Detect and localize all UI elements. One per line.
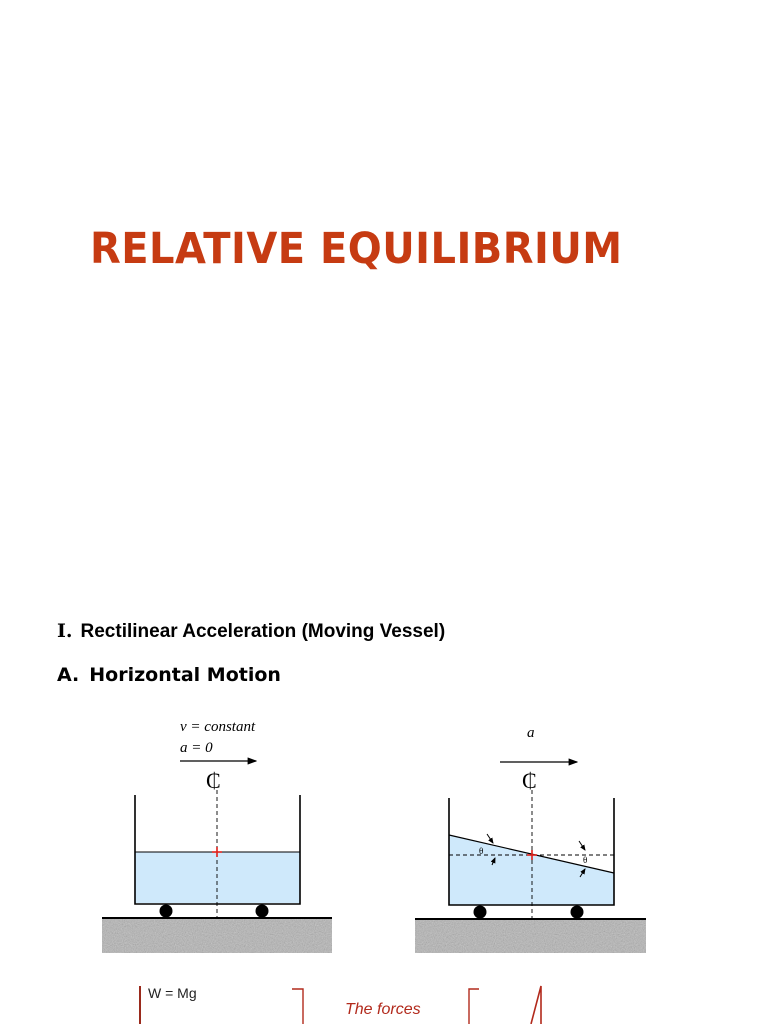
- subsection-letter: A.: [57, 664, 80, 686]
- bottom-annotations: [140, 985, 541, 1024]
- wheel-left-1: [160, 905, 173, 918]
- velocity-label: v = constant: [180, 719, 256, 735]
- accel-label-right: a: [527, 725, 535, 741]
- accel-label-left: a = 0: [180, 740, 213, 756]
- water-right: [449, 835, 614, 905]
- wheel-left-2: [256, 905, 269, 918]
- figure-right: [415, 725, 646, 953]
- angle-label-right: θ: [583, 855, 588, 865]
- water-left: [135, 852, 300, 903]
- weight-label: W = Mg: [148, 985, 197, 1001]
- figure-left: [102, 719, 332, 953]
- page-title: RELATIVE EQUILIBRIUM: [90, 224, 623, 274]
- angle-label-left: θ: [479, 846, 484, 856]
- centerline-symbol-right: ₵: [522, 768, 537, 793]
- angle-arrow-right-top: [579, 841, 585, 850]
- section-label: Rectilinear Acceleration (Moving Vessel): [80, 621, 446, 642]
- subsection-label: Horizontal Motion: [89, 664, 281, 686]
- wheel-right-1: [474, 906, 487, 919]
- angle-arrow-left-top: [487, 834, 493, 843]
- bracket-left-open: [469, 989, 479, 1024]
- centerline-symbol-left: ₵: [206, 768, 221, 793]
- section-number: I.: [57, 620, 73, 642]
- wheel-right-2: [571, 906, 584, 919]
- force-triangle-partial: [531, 986, 541, 1024]
- forces-text: The forces: [345, 1001, 421, 1018]
- bracket-right-open: [292, 989, 303, 1024]
